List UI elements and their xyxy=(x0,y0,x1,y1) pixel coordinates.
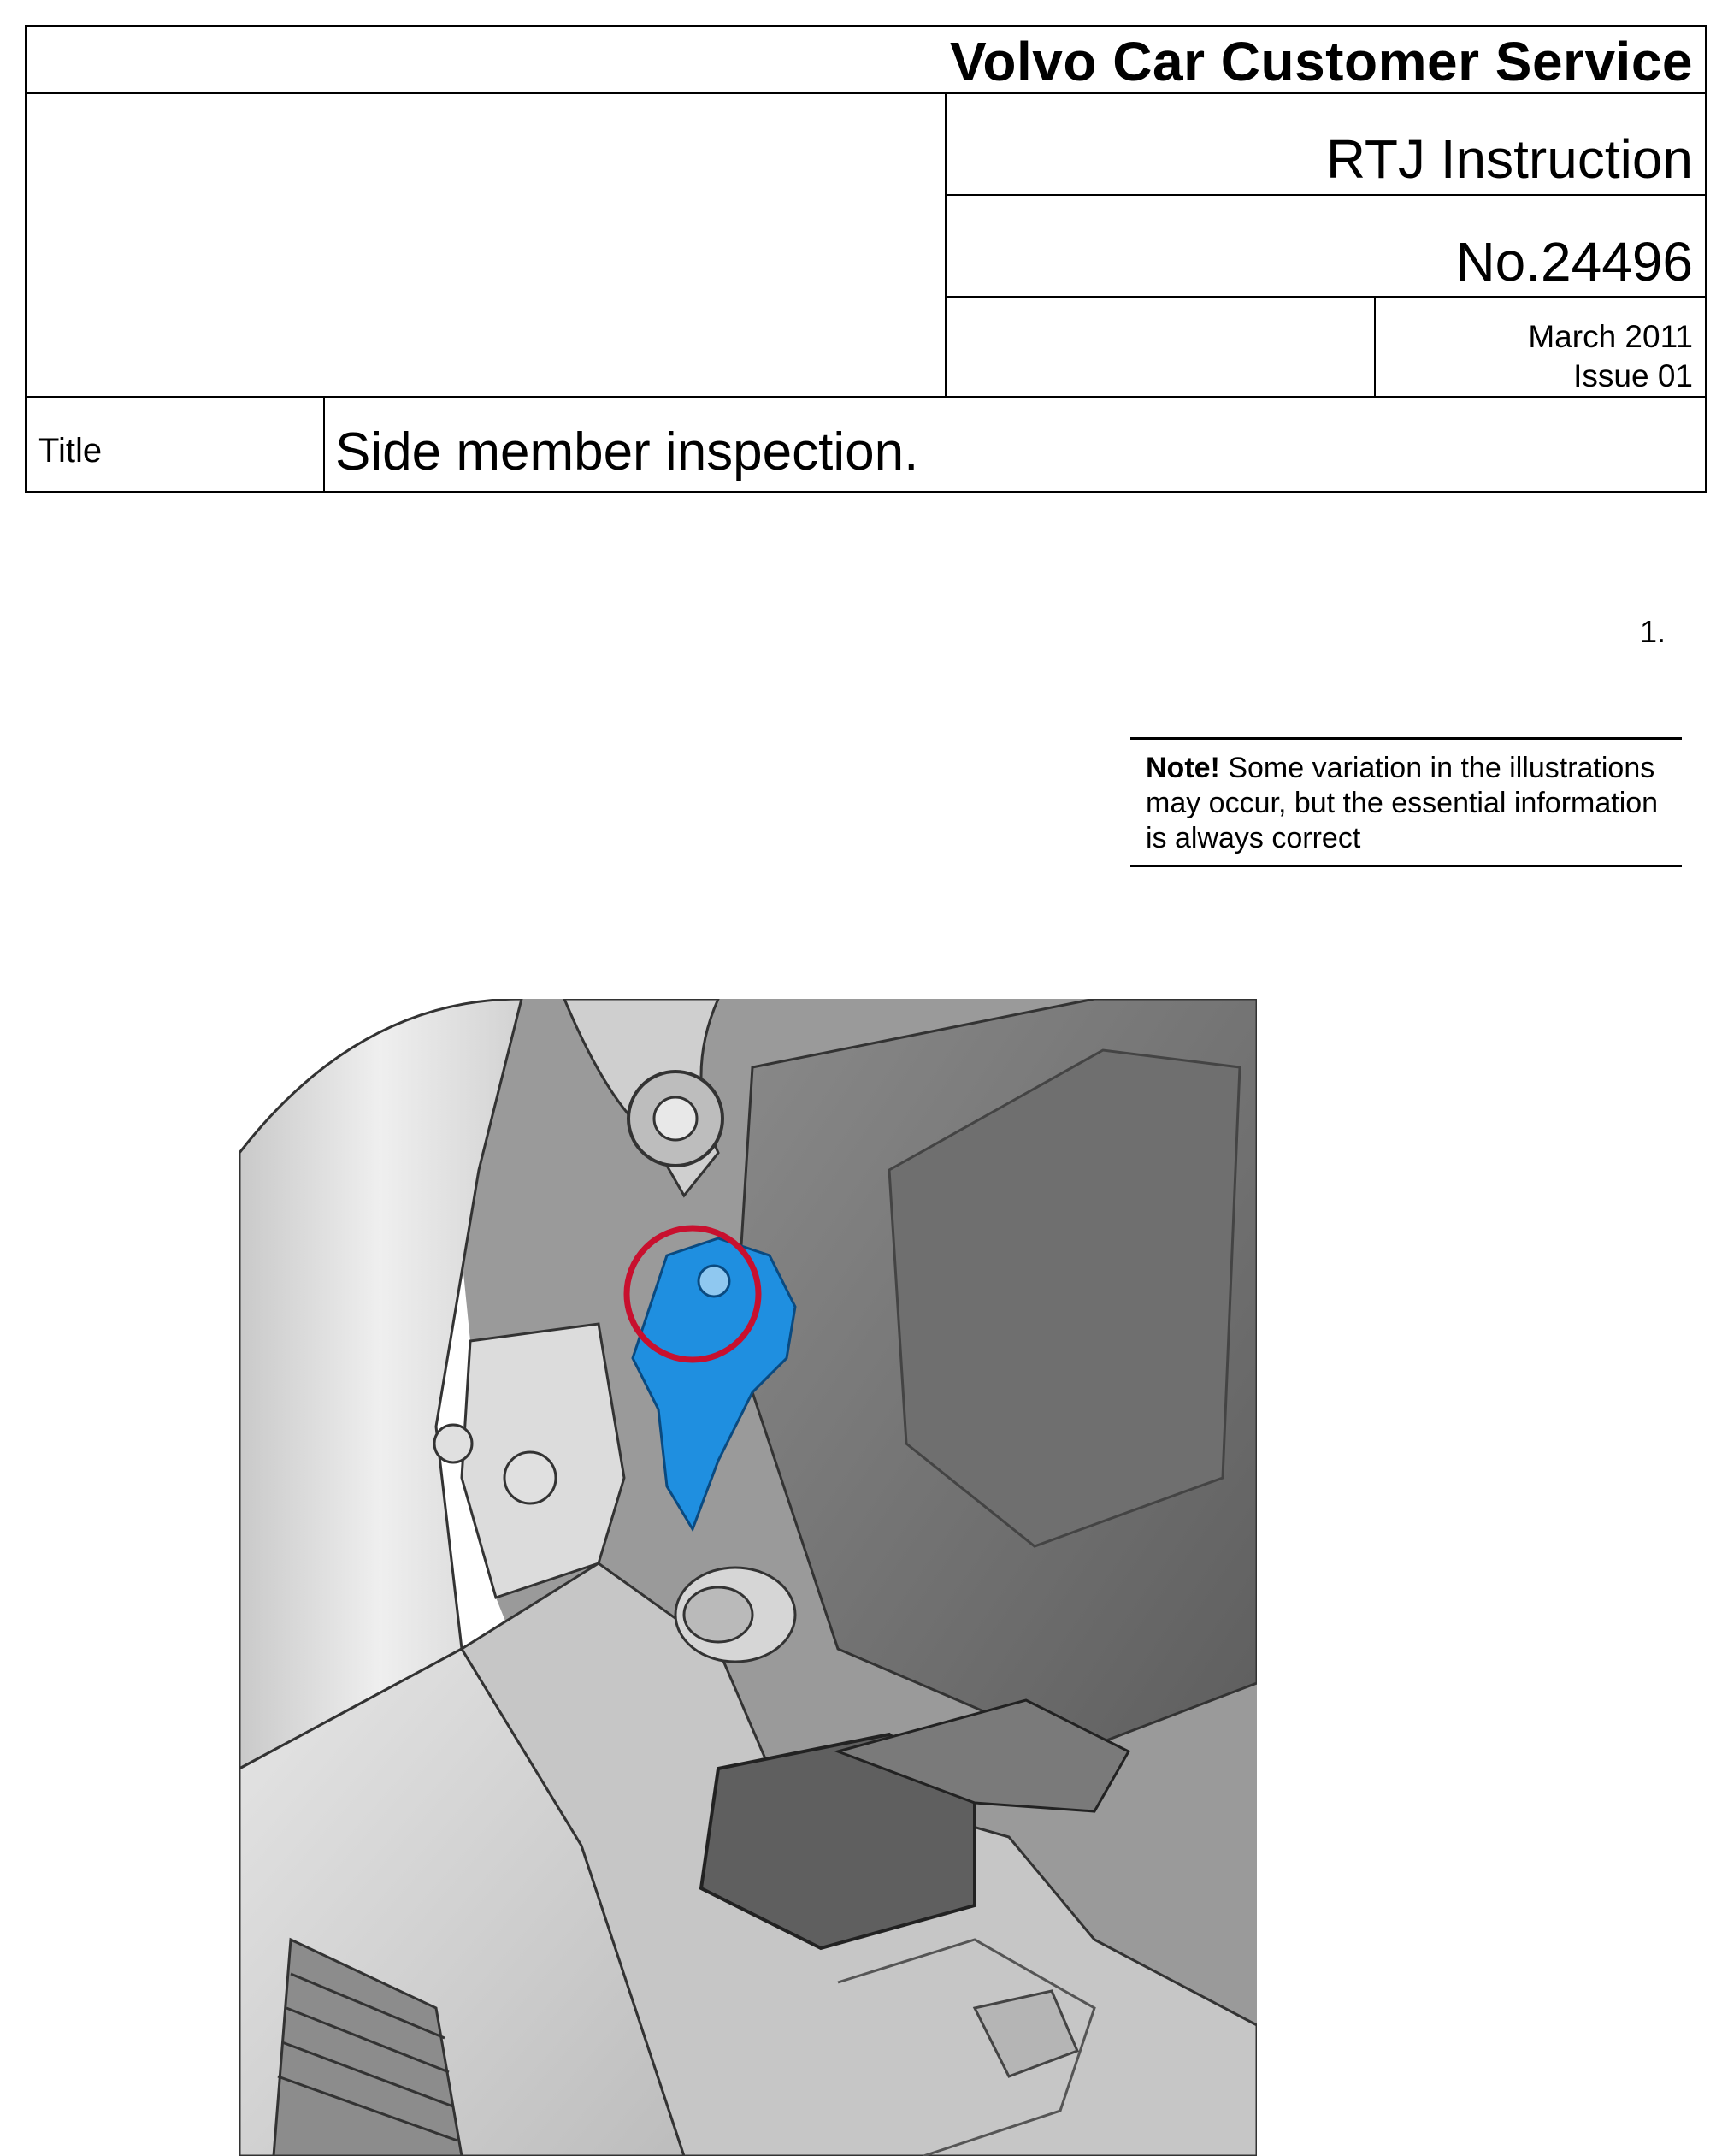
document-header xyxy=(25,25,1707,493)
header-divider xyxy=(945,296,1707,298)
document-date: March 2011 xyxy=(1528,319,1693,354)
alternator-face xyxy=(684,1587,752,1642)
page-title: Side member inspection. xyxy=(335,422,919,481)
document-issue: Issue 01 xyxy=(1573,358,1693,393)
header-divider xyxy=(323,396,325,493)
header-divider xyxy=(27,396,1705,398)
note-box xyxy=(1130,737,1682,867)
document-date-issue xyxy=(1528,317,1693,396)
title-label: Title xyxy=(38,432,103,470)
document-number: No.24496 xyxy=(1455,231,1693,292)
engine-bay-illustration xyxy=(239,999,1257,2156)
step-number: 1. xyxy=(1640,614,1666,649)
reservoir-cap-inner xyxy=(654,1097,697,1140)
document-type: RTJ Instruction xyxy=(1325,128,1693,190)
company-name: Volvo Car Customer Service xyxy=(949,31,1693,92)
side-member-bolt xyxy=(699,1266,729,1297)
bolt-head xyxy=(434,1425,472,1462)
bolt-head xyxy=(504,1452,556,1503)
header-divider xyxy=(1374,296,1376,396)
note-text: Some variation in the illustrations may occur, but the essential information is always correct xyxy=(1146,752,1659,854)
header-divider xyxy=(945,92,947,396)
header-divider xyxy=(945,194,1707,196)
note-label: Note! xyxy=(1146,752,1220,784)
